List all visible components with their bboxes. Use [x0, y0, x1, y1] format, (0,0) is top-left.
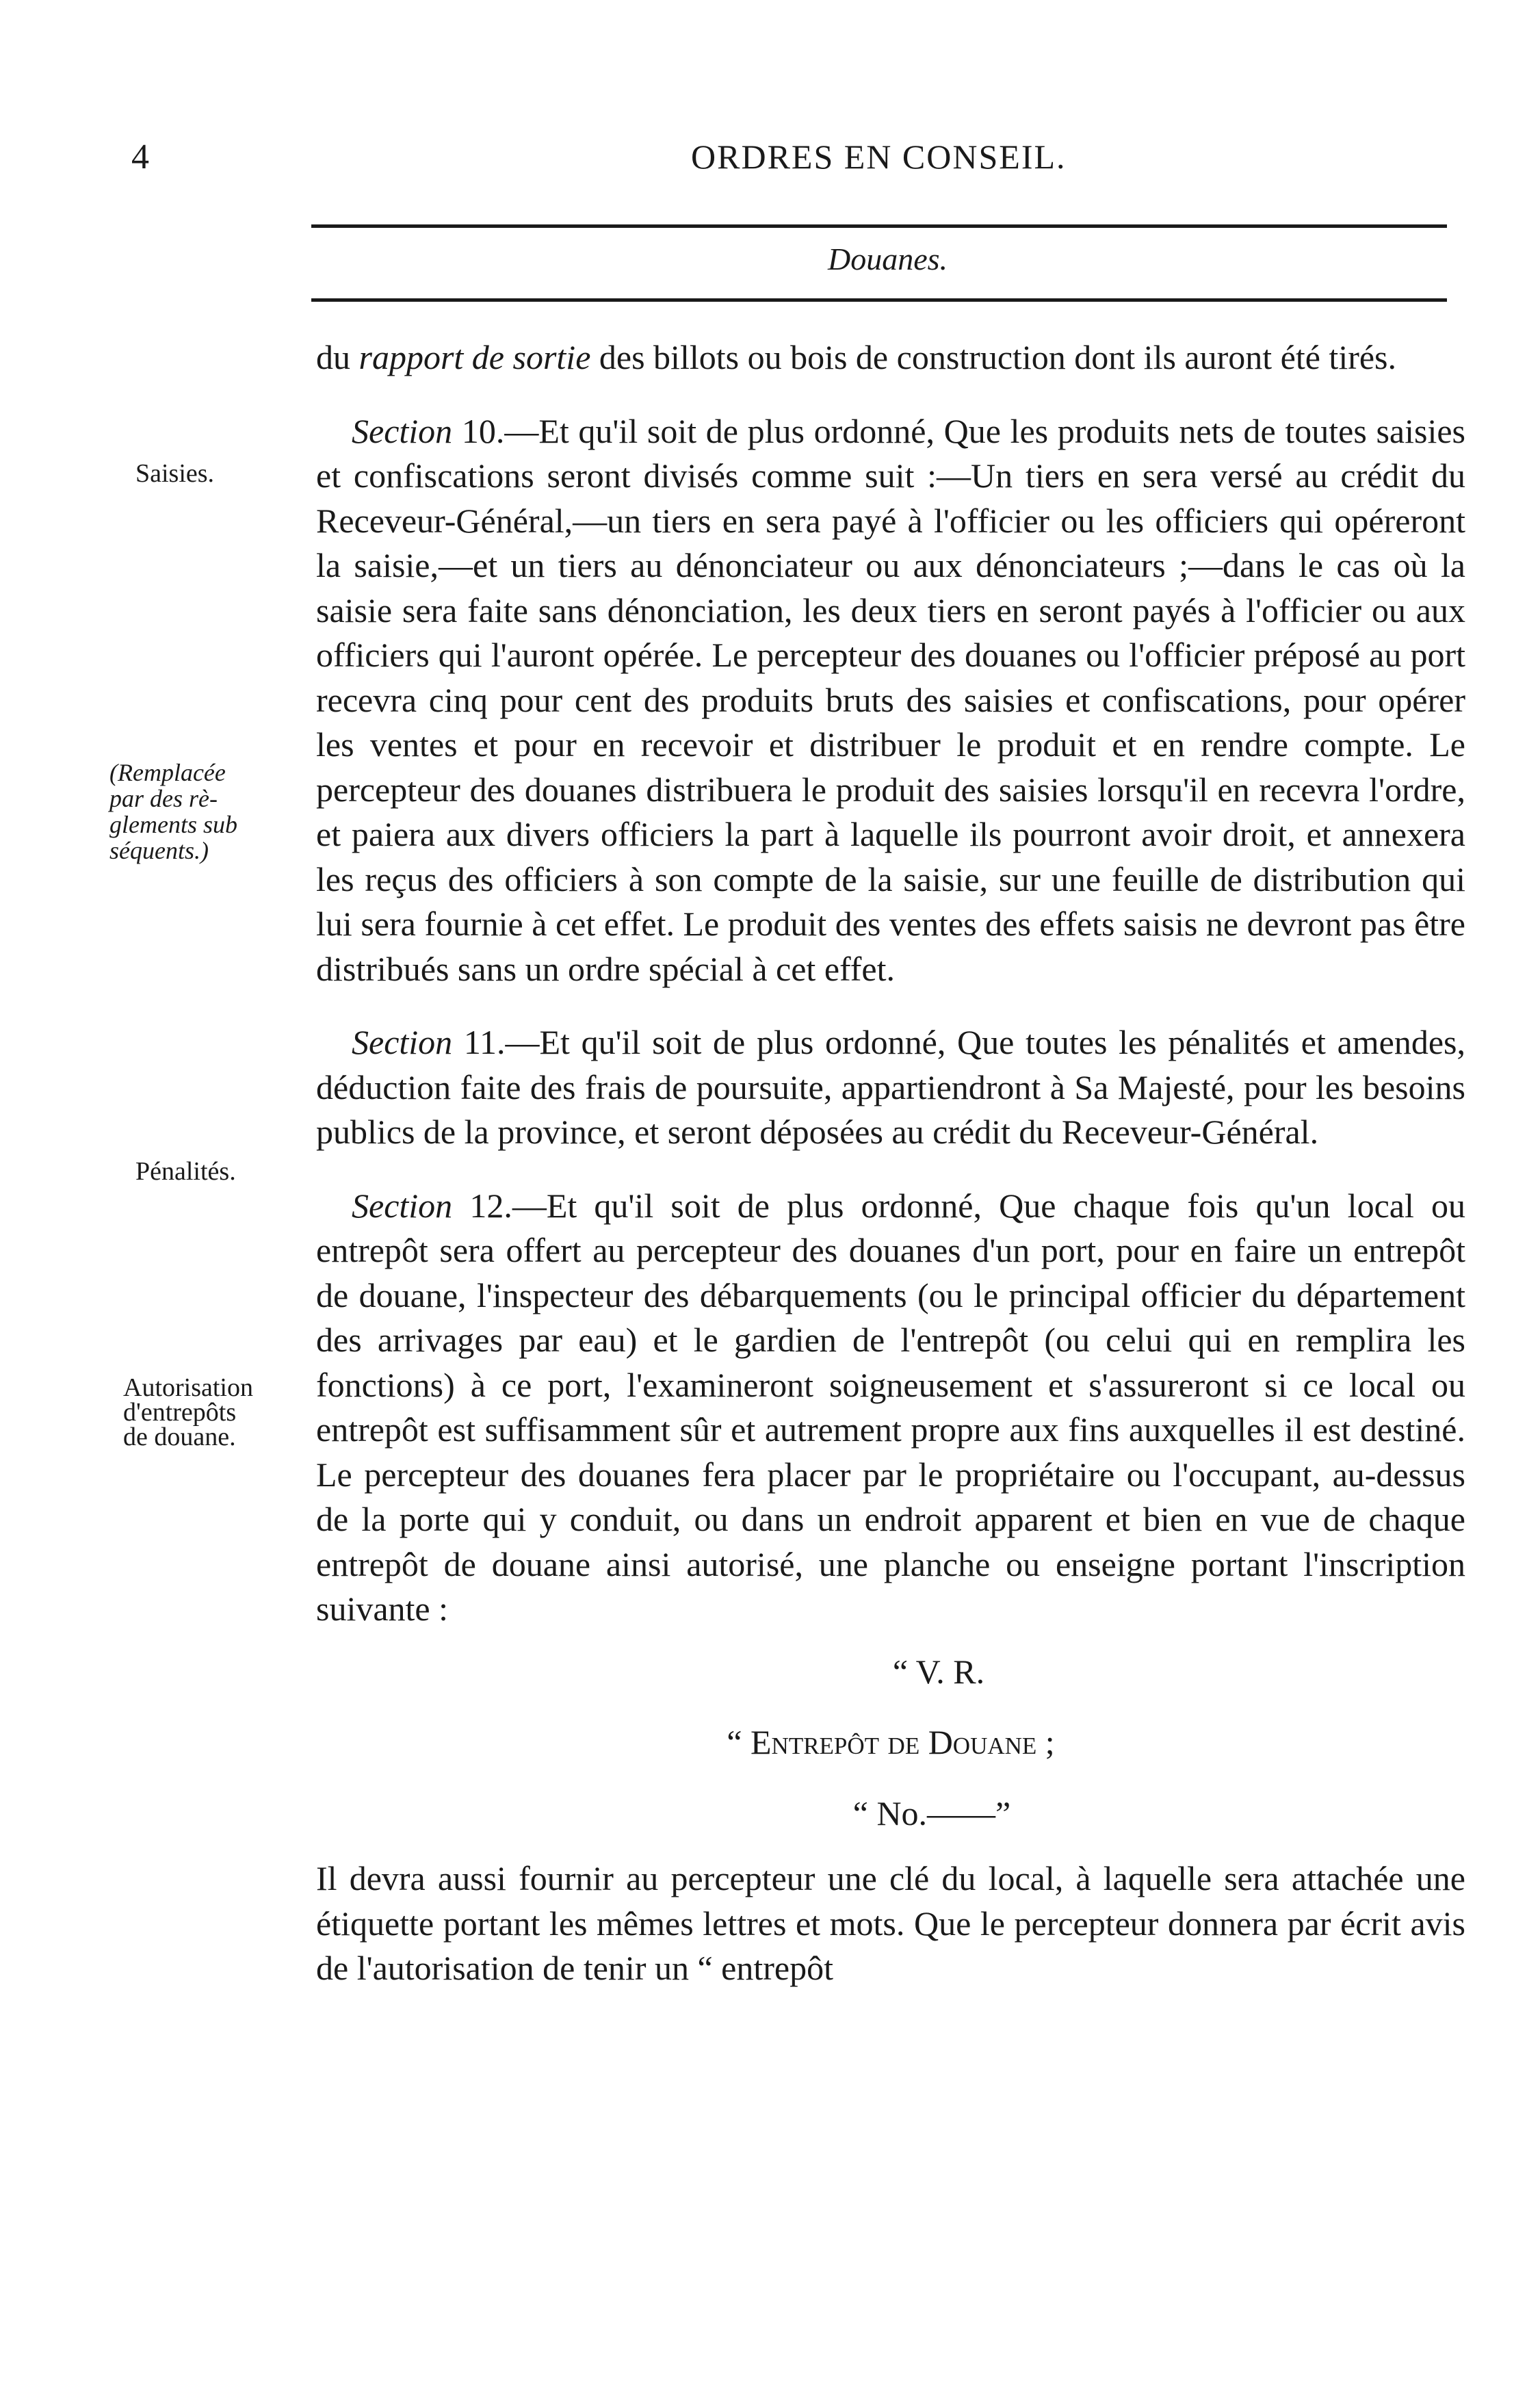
paragraph-continuation — [316, 335, 1465, 380]
paragraph-final: Il devra aussi fournir au percepteur une clé du local, à laquelle sera attachée une étiquette portant les mêmes lettres et mots. Que le percepteur donnera par écrit avis de l'autorisation de tenir un “ entrepôt — [316, 1859, 1465, 1987]
margin-note-line: séquents.) — [109, 837, 209, 864]
margin-note-line: (Remplacée — [109, 759, 226, 786]
section-subtitle: Douanes. — [828, 242, 948, 276]
text-run: des billots ou bois de construction dont ils auront été tirés. — [590, 338, 1397, 376]
italic-term: rapport de sortie — [358, 338, 591, 376]
margin-note-remplacee — [109, 760, 315, 864]
header-rule-bottom — [311, 298, 1447, 302]
sign-line-entrepot: “ Entrepôt de Douane ; — [727, 1723, 1055, 1761]
section-text: 11.—Et qu'il soit de plus ordonné, Que toutes les pénalités et amendes, déduction faite des frais de poursuite, appartiendront à Sa Majesté, pour les besoins publics de la province, et seront déposées au crédit du Receveur-Général. — [316, 1023, 1465, 1151]
margin-note-line: glements sub — [109, 811, 237, 838]
body-text — [316, 335, 1465, 2020]
section-text: 12.—Et qu'il soit de plus ordonné, Que chaque fois qu'un local ou entrepôt sera offert au percepteur des douanes d'un port, pour en faire un entrepôt de douane, l'inspecteur des débarquements (ou le principal officier du département des arrivages par eau) et le gardien de l'entrepôt (ou celui qui en remplira les fonctions) à ce port, l'examineront soigneusement et s'assureront si ce local ou entrepôt est suffisamment sûr et autrement propre aux fins auxquelles il est destiné. Le percepteur des douanes fera placer par le propriétaire ou l'occupant, au-dessus de la porte qui y conduit, ou dans un endroit apparent et bien en vue de chaque entrepôt de douane ainsi autorisé, une planche ou enseigne portant l'inscription suivante : — [316, 1186, 1465, 1628]
section-11 — [316, 1020, 1465, 1155]
header-rule-top — [311, 224, 1447, 228]
margin-note-line: Autorisation — [123, 1373, 253, 1402]
margin-note-penalites: Pénalités. — [135, 1157, 236, 1186]
section-text: 10.—Et qu'il soit de plus ordonné, Que les produits nets de toutes saisies et confiscations seront divisés comme suit :—Un tiers en sera versé au crédit du Receveur-Général,—un tiers en sera payé à l'officier ou les officiers qui opéreront la saisie,—et un tiers au dénonciateur ou aux dénonciateurs ;—dans le cas où la saisie sera faite sans dénonciation, les deux tiers en seront payés à l'officier ou aux officiers qui l'auront opérée. Le percepteur des douanes ou l'officier préposé au port recevra cinq pour cent des produits bruts des saisies et confiscations, pour opérer les ventes et pour en recevoir et distribuer le produit et en rendre compte. Le percepteur des douanes distribuera le produit des saisies lorsqu'il en recevra l'ordre, et paiera aux divers officiers la part à laquelle ils pourront avoir droit, et annexera les reçus des officiers à son compte de la saisie, sur une feuille de distribution qui lui sera fournie à cet effet. Le produit des ventes des effets saisis ne devront pas être distribués sans un ordre spécial à cet effet. — [316, 411, 1465, 988]
section-label: Section — [352, 1023, 453, 1061]
page-number: 4 — [131, 138, 149, 177]
section-12 — [316, 1184, 1465, 1632]
margin-note-line: de douane. — [123, 1423, 236, 1451]
running-title: ORDRES EN CONSEIL. — [691, 138, 1067, 176]
text-run: du — [316, 338, 359, 376]
sign-line-number: “ No.——” — [852, 1793, 1011, 1832]
section-label: Section — [352, 411, 453, 450]
margin-note-saisies: Saisies. — [135, 459, 215, 488]
margin-note-autorisation — [123, 1375, 315, 1449]
margin-note-line: d'entrepôts — [123, 1398, 237, 1427]
section-10 — [316, 409, 1465, 992]
section-label: Section — [352, 1186, 453, 1225]
margin-note-line: par des rè- — [109, 785, 218, 812]
sign-line-vr: “ V. R. — [892, 1652, 985, 1691]
